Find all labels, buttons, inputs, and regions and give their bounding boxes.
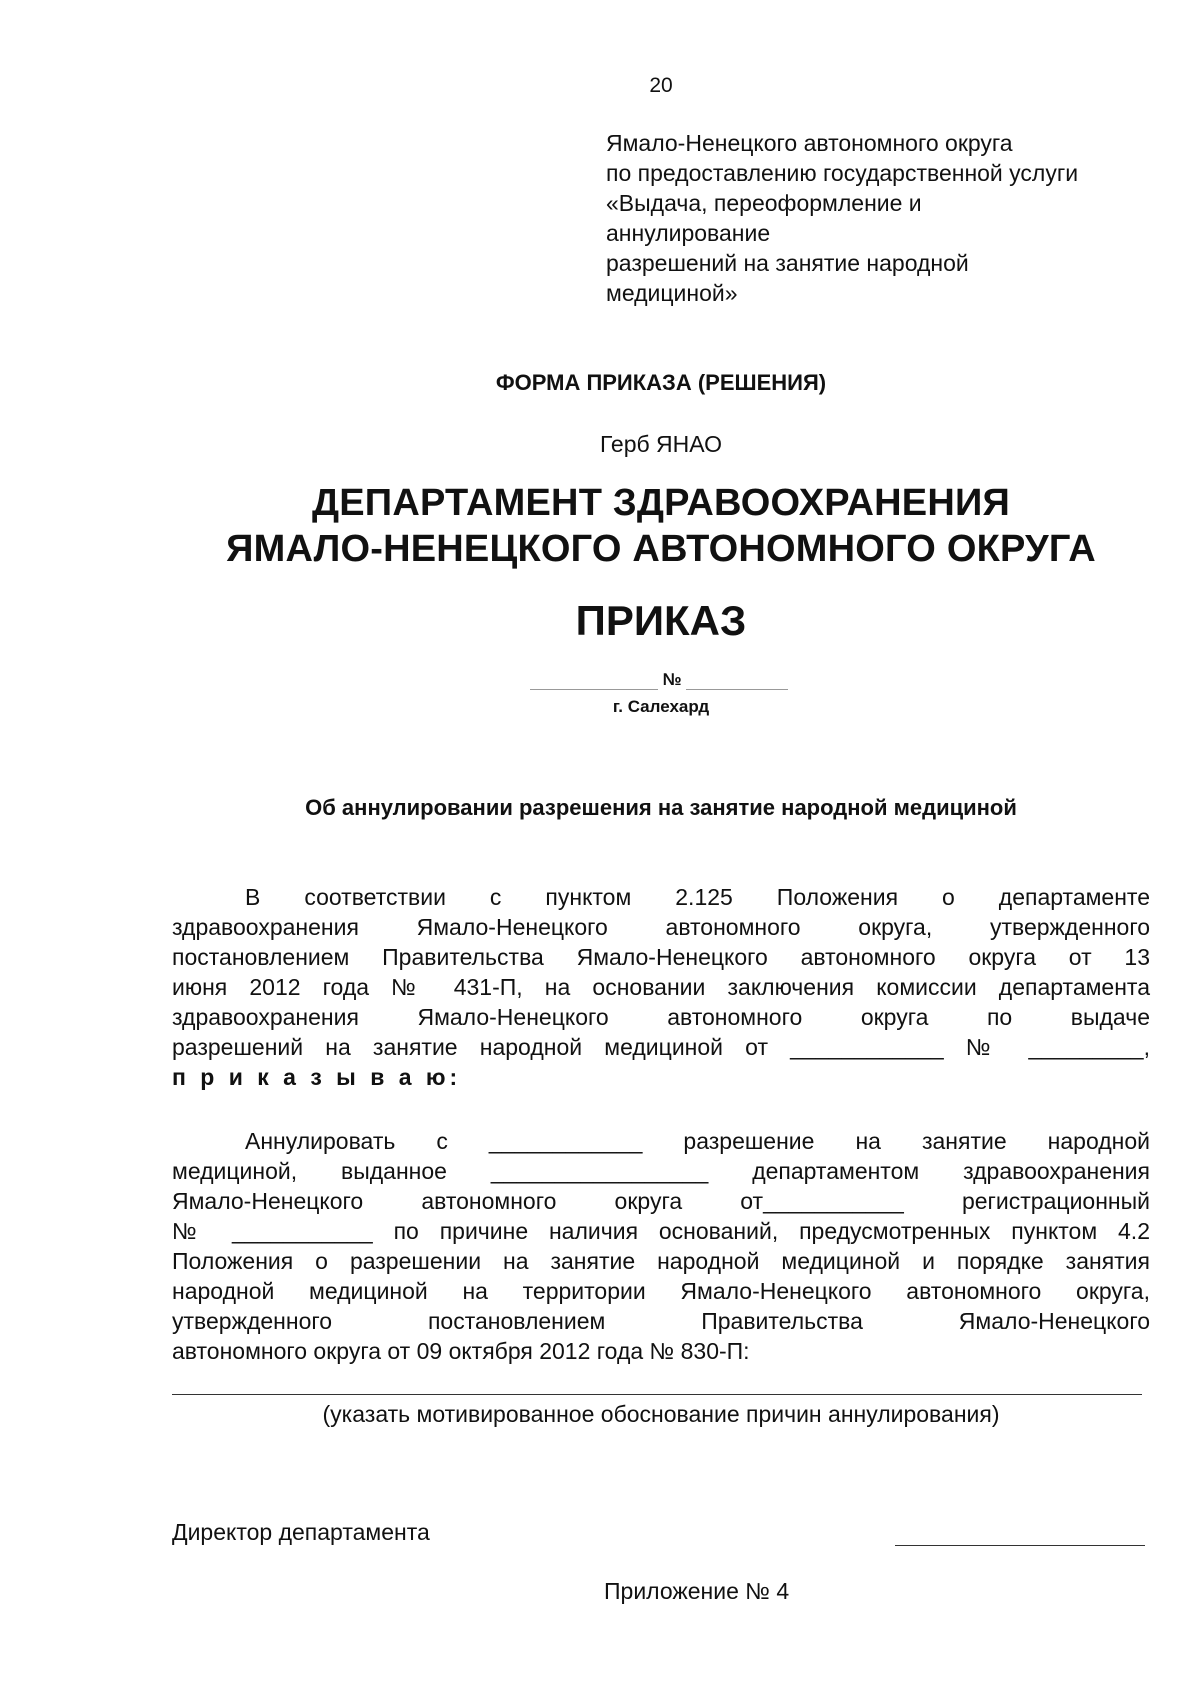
paragraph-line: В соответствии с пунктом 2.125 Положения о департаменте (245, 884, 1150, 910)
appendix-label: Приложение № 4 (604, 1578, 790, 1604)
number-sign: № (662, 670, 682, 689)
header-line: медициной» (606, 280, 738, 306)
paragraph-line: здравоохранения Ямало-Ненецкого автономного округа, утвержденного (172, 914, 1150, 940)
reason-caption: (указать мотивированное обоснование причин аннулирования) (322, 1401, 1000, 1427)
form-title: ФОРМА ПРИКАЗА (РЕШЕНИЯ) (495, 370, 827, 395)
reason-fill-line (172, 1394, 1142, 1395)
paragraph-line: разрешений на занятие народной медициной от ____________ № _________, (172, 1034, 1150, 1060)
order-title: ПРИКАЗ (575, 597, 747, 644)
paragraph-line: медициной, выданное _________________ департаментом здравоохранения (172, 1158, 1150, 1184)
order-number-line (530, 670, 794, 690)
city: г. Салехард (612, 697, 710, 716)
department-name-line2: ЯМАЛО-НЕНЕЦКОГО АВТОНОМНОГО ОКРУГА (226, 528, 1096, 570)
header-line: по предоставлению государственной услуги (606, 160, 1079, 186)
signature-line (895, 1545, 1145, 1546)
paragraph-line: Аннулировать с ____________ разрешение на занятие народной (245, 1128, 1150, 1154)
paragraph-line: здравоохранения Ямало-Ненецкого автономного округа по выдаче (172, 1004, 1150, 1030)
paragraph-line: народной медициной на территории Ямало-Ненецкого автономного округа, (172, 1278, 1150, 1304)
department-name (0, 480, 1200, 572)
paragraph-line: № ___________ по причине наличия оснований, предусмотренных пунктом 4.2 (172, 1218, 1150, 1244)
director-title: Директор департамента (172, 1519, 430, 1545)
header-reference-block (606, 128, 1166, 308)
page-number: 20 (649, 74, 673, 97)
coat-of-arms-placeholder: Герб ЯНАО (599, 431, 722, 457)
date-blank (530, 671, 658, 690)
paragraph-annul (172, 1126, 1150, 1366)
paragraph-line: Положения о разрешении на занятие народной медициной и порядке занятия (172, 1248, 1150, 1274)
header-line: «Выдача, переоформление и (606, 190, 922, 216)
number-blank (686, 671, 788, 690)
paragraph-basis (172, 882, 1150, 1092)
paragraph-line: постановлением Правительства Ямало-Ненецкого автономного округа от 13 (172, 944, 1150, 970)
paragraph-line: утвержденного постановлением Правительства Ямало-Ненецкого (172, 1308, 1150, 1334)
decree-word: п р и к а з ы в а ю: (172, 1064, 462, 1090)
paragraph-line: Ямало-Ненецкого автономного округа от___________ регистрационный (172, 1188, 1150, 1214)
header-line: аннулирование (606, 220, 771, 246)
department-name-line1: ДЕПАРТАМЕНТ ЗДРАВООХРАНЕНИЯ (311, 482, 1011, 524)
order-subject: Об аннулировании разрешения на занятие народной медициной (305, 795, 1017, 820)
header-line: разрешений на занятие народной (606, 250, 969, 276)
paragraph-line: автономного округа от 09 октября 2012 года № 830-П: (172, 1338, 750, 1364)
paragraph-line: июня 2012 года № 431-П, на основании заключения комиссии департамента (172, 974, 1150, 1000)
header-line: Ямало-Ненецкого автономного округа (606, 130, 1013, 156)
